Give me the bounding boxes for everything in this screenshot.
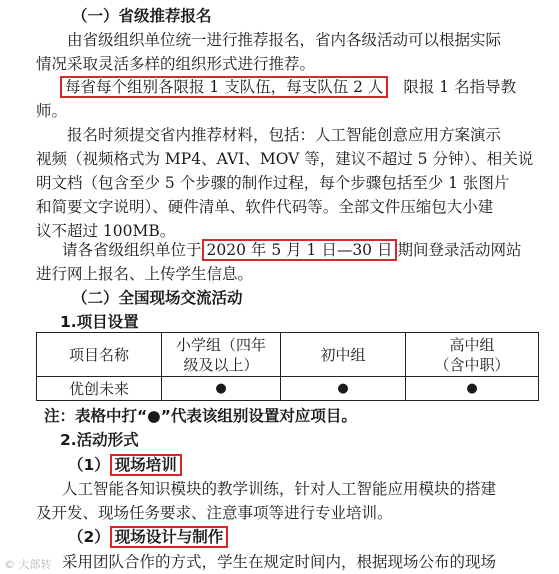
header-line: 高中组 — [449, 335, 495, 354]
paragraph-text: 议不超过 100MB。 — [36, 222, 176, 240]
table-cell-dot: ● — [406, 377, 539, 401]
table-row — [37, 377, 539, 401]
highlight-box-onsite-design: 现场设计与制作 — [110, 526, 229, 548]
paragraph-text: 期间登录活动网站 — [397, 241, 522, 259]
paragraph-text — [60, 75, 516, 99]
paragraph-text: 情况采取灵活多样的组织形式进行推荐。 — [36, 55, 316, 73]
item-heading — [68, 453, 182, 477]
header-line: 小学组（四年 — [175, 335, 266, 354]
highlight-box-date: 2020 年 5 月 1 日—30 日 — [202, 239, 398, 261]
subheading-activity-form: 2.活动形式 — [60, 431, 139, 449]
paragraph-text: 请各省级组织单位于 — [62, 241, 202, 259]
table-note: 注：表格中打“●”代表该组别设置对应项目。 — [44, 407, 357, 425]
table-header-cell: 初中组 — [281, 333, 406, 377]
table-header-cell — [406, 333, 539, 377]
section2-heading: （二）全国现场交流活动 — [72, 289, 243, 307]
paragraph-text — [62, 238, 522, 262]
table-cell: 优创未来 — [37, 377, 162, 401]
table-header-cell — [162, 333, 281, 377]
subheading-project-setup: 1.项目设置 — [60, 313, 139, 331]
paragraph-text: 采用团队合作的方式，学生在规定时间内，根据现场公布的现场 — [62, 553, 497, 571]
paragraph-text: 明文档（包含至少 5 个步骤的制作过程，每个步骤包括至少 1 张图片 — [36, 174, 510, 192]
item-number: （2） — [68, 528, 110, 546]
header-line: （含中职） — [434, 355, 510, 374]
paragraph-text: 和简要文字说明）、硬件清单、软件代码等。全部文件压缩包大小建 — [36, 198, 494, 216]
paragraph-text: 视频（视频格式为 MP4、AVI、MOV 等，建议不超过 5 分钟）、相关说 — [36, 150, 534, 168]
table-cell-dot: ● — [281, 377, 406, 401]
table-cell-dot: ● — [162, 377, 281, 401]
highlight-box-onsite-training: 现场培训 — [110, 454, 182, 476]
project-table — [36, 332, 539, 401]
paragraph-text: 限报 1 名指导教 — [403, 78, 517, 96]
paragraph-text: 师。 — [36, 102, 68, 120]
paragraph-text: 及开发、现场任务要求、注意事项等进行专业培训。 — [36, 504, 393, 522]
paragraph-text: 人工智能各知识模块的教学训练，针对人工智能应用模块的搭建 — [62, 480, 497, 498]
item-number: （1） — [68, 456, 110, 474]
paragraph-text: 报名时须提交省内推荐材料，包括：人工智能创意应用方案演示 — [67, 126, 502, 144]
watermark-logo: © 大部转 — [4, 558, 52, 571]
table-header-row — [37, 333, 539, 377]
table-header-cell: 项目名称 — [37, 333, 162, 377]
item-heading — [68, 525, 228, 549]
paragraph-text: 由省级组织单位统一进行推荐报名，省内各级活动可以根据实际 — [67, 31, 502, 49]
header-line: 级及以上） — [183, 355, 259, 374]
paragraph-text: 进行网上报名、上传学生信息。 — [36, 265, 254, 283]
highlight-box-team-limit: 每省每个组别各限报 1 支队伍，每支队伍 2 人 — [60, 76, 388, 98]
section1-heading: （一）省级推荐报名 — [72, 7, 212, 25]
